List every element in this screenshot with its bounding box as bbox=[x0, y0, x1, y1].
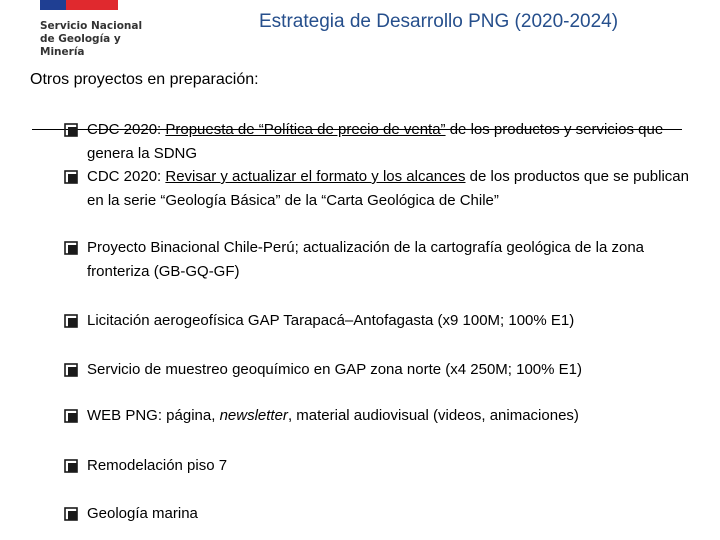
checkbox-bullet-icon bbox=[64, 170, 78, 184]
item-6-italic: newsletter bbox=[219, 407, 288, 424]
list-item-text: Geología marina bbox=[87, 505, 198, 522]
list-item bbox=[64, 118, 694, 166]
item-1-underlined: Propuesta de “Política de precio de venta” bbox=[165, 121, 446, 138]
slide-title: Estrategia de Desarrollo PNG (2020-2024) bbox=[259, 11, 619, 32]
flag-stripe bbox=[40, 0, 118, 10]
list-item bbox=[64, 309, 694, 333]
logo-wordmark bbox=[40, 20, 180, 59]
item-6-prefix: WEB PNG: página, bbox=[87, 407, 220, 424]
list-item bbox=[64, 165, 694, 213]
item-2-prefix: CDC 2020: bbox=[87, 168, 166, 185]
section-subtitle: Otros proyectos en preparación: bbox=[30, 71, 259, 88]
list-item-text bbox=[64, 404, 694, 428]
list-item-text bbox=[64, 165, 694, 213]
list-item-text: Licitación aerogeofísica GAP Tarapacá–Antofagasta (x9 100M; 100% E1) bbox=[87, 312, 575, 329]
list-item-text: Proyecto Binacional Chile-Perú; actualización de la cartografía geológica de la zona fronteriza (GB-GQ-GF) bbox=[87, 239, 644, 280]
checkbox-bullet-icon bbox=[64, 409, 78, 423]
checkbox-bullet-icon bbox=[64, 363, 78, 377]
sernageomin-logo bbox=[40, 0, 180, 64]
list-item bbox=[64, 502, 694, 526]
list-item-text: Servicio de muestreo geoquímico en GAP zona norte (x4 250M; 100% E1) bbox=[87, 361, 582, 378]
list-item bbox=[64, 358, 694, 382]
list-item bbox=[64, 236, 694, 284]
item-1-prefix: CDC 2020: bbox=[87, 121, 166, 138]
checkbox-bullet-icon bbox=[64, 314, 78, 328]
list-item-text: Remodelación piso 7 bbox=[87, 457, 228, 474]
checkbox-bullet-icon bbox=[64, 123, 78, 137]
list-item-text bbox=[64, 118, 694, 166]
logo-line-1: Servicio Nacional bbox=[40, 20, 143, 32]
item-2-underlined: Revisar y actualizar el formato y los alcances bbox=[165, 168, 466, 185]
checkbox-bullet-icon bbox=[64, 507, 78, 521]
list-item bbox=[64, 404, 694, 428]
flag-red-block bbox=[66, 0, 118, 10]
list-item bbox=[64, 454, 694, 478]
item-1-suffix: de los productos y servicios que genera la SDNG bbox=[87, 121, 664, 162]
logo-line-2: de Geología y bbox=[40, 33, 121, 45]
item-2-suffix: de los productos que se publican en la serie “Geología Básica” de la “Carta Geológica de Chile” bbox=[87, 168, 689, 209]
flag-blue-block bbox=[40, 0, 66, 10]
item-6-suffix: , material audiovisual (videos, animaciones) bbox=[287, 407, 579, 424]
checkbox-bullet-icon bbox=[64, 459, 78, 473]
checkbox-bullet-icon bbox=[64, 241, 78, 255]
logo-line-3: Minería bbox=[40, 46, 85, 58]
